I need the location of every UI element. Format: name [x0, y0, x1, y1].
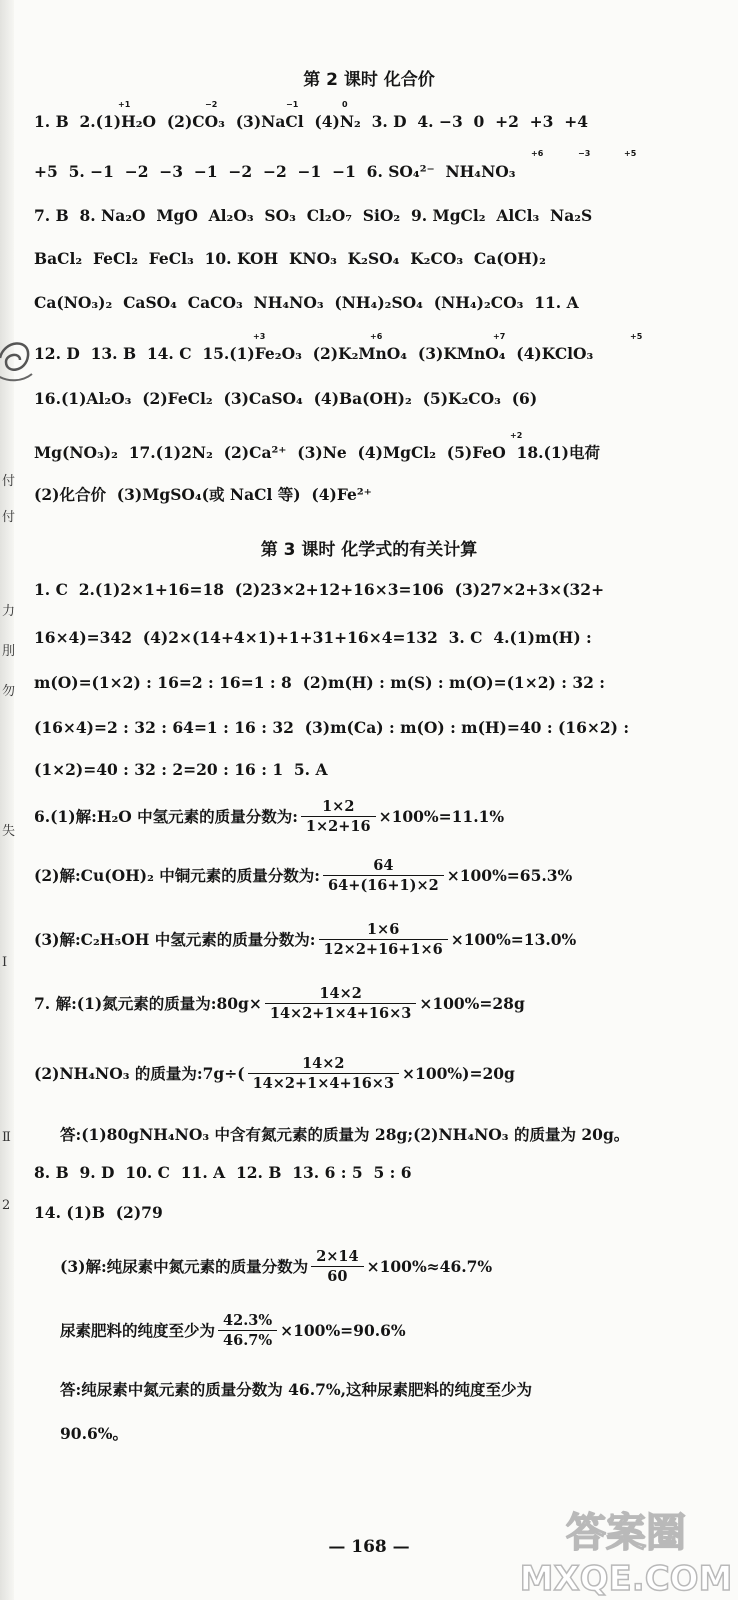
answer-line: Ca(NO₃)₂ CaSO₄ CaCO₃ NH₄NO₃ (NH₄)₂SO₄ (NH₄)₂CO₃ 11. A	[34, 293, 579, 312]
calc-suffix: ×100%=13.0%	[450, 930, 577, 949]
calc-line	[60, 1312, 406, 1350]
answer-line: (2)化合价 (3)MgSO₄(或 NaCl 等) (4)Fe²⁺	[34, 485, 372, 504]
answer-line: 1. B 2.(1)H₂O (2)CO₃ (3)NaCl (4)N₂ 3. D 4. −3 0 +2 +3 +4	[34, 112, 589, 131]
gutter-mark: Ⅰ	[2, 955, 8, 970]
gutter-mark: 2	[2, 1198, 11, 1213]
fraction	[218, 1312, 277, 1350]
watermark-top: 答案圈	[566, 1510, 686, 1556]
answer-line: BaCl₂ FeCl₂ FeCl₃ 10. KOH KNO₃ K₂SO₄ K₂CO₃ Ca(OH)₂	[34, 249, 546, 268]
denominator: 60	[327, 1268, 348, 1285]
calc-suffix: ×100%=11.1%	[378, 807, 505, 826]
fraction	[248, 1055, 399, 1093]
valence-mark: −3	[578, 149, 591, 158]
valence-mark: −1	[286, 100, 299, 109]
watermark-logo	[520, 1498, 732, 1598]
calc-line	[34, 857, 572, 895]
numerator: 2×14	[311, 1248, 363, 1267]
fraction	[311, 1248, 363, 1286]
denominator: 46.7%	[223, 1332, 273, 1349]
binding-gutter	[0, 0, 14, 1600]
denominator: 1×2+16	[305, 818, 371, 835]
answer-line: (1×2)=40 : 32 : 2=20 : 16 : 1 5. A	[34, 760, 328, 779]
answer-line: 12. D 13. B 14. C 15.(1)Fe₂O₃ (2)K₂MnO₄ (3)KMnO₄ (4)KClO₃	[34, 344, 594, 363]
valence-mark: +3	[253, 332, 266, 341]
answer-line: 8. B 9. D 10. C 11. A 12. B 13. 6 : 5 5 : 6	[34, 1163, 412, 1182]
calc-prefix: (3)解:纯尿素中氮元素的质量分数为	[60, 1257, 309, 1276]
calc-line	[34, 1055, 515, 1093]
gutter-mark: 失	[2, 824, 16, 839]
calc-prefix: (2)解:Cu(OH)₂ 中铜元素的质量分数为:	[34, 866, 321, 885]
calc-prefix: 6.(1)解:H₂O 中氢元素的质量分数为:	[34, 807, 298, 826]
valence-mark: +5	[624, 149, 637, 158]
gutter-mark: 刖	[2, 644, 16, 659]
calc-prefix: (3)解:C₂H₅OH 中氢元素的质量分数为:	[34, 930, 316, 949]
calc-prefix: 尿素肥料的纯度至少为	[60, 1321, 216, 1340]
valence-mark: +5	[630, 332, 643, 341]
valence-mark: +6	[370, 332, 383, 341]
calc-suffix: ×100%=90.6%	[280, 1321, 406, 1340]
valence-mark: +1	[118, 100, 131, 109]
section-title: 第 3 课时 化学式的有关计算	[260, 540, 478, 560]
answer-line: +5 5. −1 −2 −3 −1 −2 −2 −1 −1 6. SO₄²⁻ NH₄NO₃	[34, 162, 516, 181]
numerator: 42.3%	[218, 1312, 277, 1331]
calc-line	[60, 1248, 492, 1286]
calc-prefix: (2)NH₄NO₃ 的质量为:7g÷(	[34, 1064, 245, 1083]
valence-mark: −2	[205, 100, 218, 109]
curl-decoration-icon	[0, 332, 36, 384]
numerator: 1×2	[301, 798, 376, 817]
valence-mark: +2	[510, 431, 523, 440]
denominator: 12×2+16+1×6	[323, 941, 443, 958]
answer-line: 16.(1)Al₂O₃ (2)FeCl₂ (3)CaSO₄ (4)Ba(OH)₂ (5)K₂CO₃ (6)	[34, 389, 538, 408]
answer-line: 答:(1)80gNH₄NO₃ 中含有氮元素的质量为 28g;(2)NH₄NO₃ 的质量为 20g。	[60, 1125, 630, 1144]
section-title: 第 2 课时 化合价	[303, 70, 435, 90]
numerator: 14×2	[248, 1055, 399, 1074]
answer-line: 答:纯尿素中氮元素的质量分数为 46.7%,这种尿素肥料的纯度至少为	[60, 1380, 532, 1399]
answer-line: 1. C 2.(1)2×1+16=18 (2)23×2+12+16×3=106 (3)27×2+3×(32+	[34, 580, 605, 599]
gutter-mark: 付	[2, 510, 16, 525]
answer-line: 16×4)=342 (4)2×(14+4×1)+1+31+16×4=132 3. C 4.(1)m(H) :	[34, 628, 592, 647]
gutter-mark: 勿	[2, 684, 16, 699]
denominator: 64+(16+1)×2	[328, 877, 439, 894]
calc-line	[34, 921, 576, 959]
fraction	[323, 857, 444, 895]
calc-suffix: ×100%)=20g	[402, 1064, 515, 1083]
calc-suffix: ×100%=65.3%	[446, 866, 573, 885]
answer-line: 90.6%。	[60, 1424, 128, 1443]
calc-suffix: ×100%≈46.7%	[366, 1257, 493, 1276]
answer-line: 14. (1)B (2)79	[34, 1203, 163, 1222]
calc-line	[34, 985, 525, 1023]
numerator: 14×2	[265, 985, 416, 1004]
fraction	[265, 985, 416, 1023]
answer-line: Mg(NO₃)₂ 17.(1)2N₂ (2)Ca²⁺ (3)Ne (4)MgCl₂ (5)FeO 18.(1)电荷	[34, 443, 600, 462]
page-number: — 168 —	[328, 1537, 410, 1557]
gutter-mark: 力	[2, 604, 16, 619]
gutter-mark: Ⅱ	[2, 1130, 11, 1145]
watermark-bottom: MXQE.COM	[520, 1559, 732, 1598]
answer-line: (16×4)=2 : 32 : 64=1 : 16 : 32 (3)m(Ca) : m(O) : m(H)=40 : (16×2) :	[34, 718, 630, 737]
calc-line	[34, 798, 504, 836]
valence-mark: +6	[531, 149, 544, 158]
answer-line: 7. B 8. Na₂O MgO Al₂O₃ SO₃ Cl₂O₇ SiO₂ 9. MgCl₂ AlCl₃ Na₂S	[34, 206, 593, 225]
denominator: 14×2+1×4+16×3	[269, 1005, 412, 1022]
fraction	[301, 798, 376, 836]
fraction	[319, 921, 448, 959]
numerator: 1×6	[319, 921, 448, 940]
valence-mark: +7	[493, 332, 506, 341]
denominator: 14×2+1×4+16×3	[252, 1075, 395, 1092]
answer-line: m(O)=(1×2) : 16=2 : 16=1 : 8 (2)m(H) : m(S) : m(O)=(1×2) : 32 :	[34, 673, 606, 692]
calc-suffix: ×100%=28g	[419, 994, 525, 1013]
numerator: 64	[323, 857, 444, 876]
valence-mark: 0	[342, 100, 348, 109]
calc-prefix: 7. 解:(1)氮元素的质量为:80g×	[34, 994, 262, 1013]
gutter-mark: 付	[2, 474, 16, 489]
